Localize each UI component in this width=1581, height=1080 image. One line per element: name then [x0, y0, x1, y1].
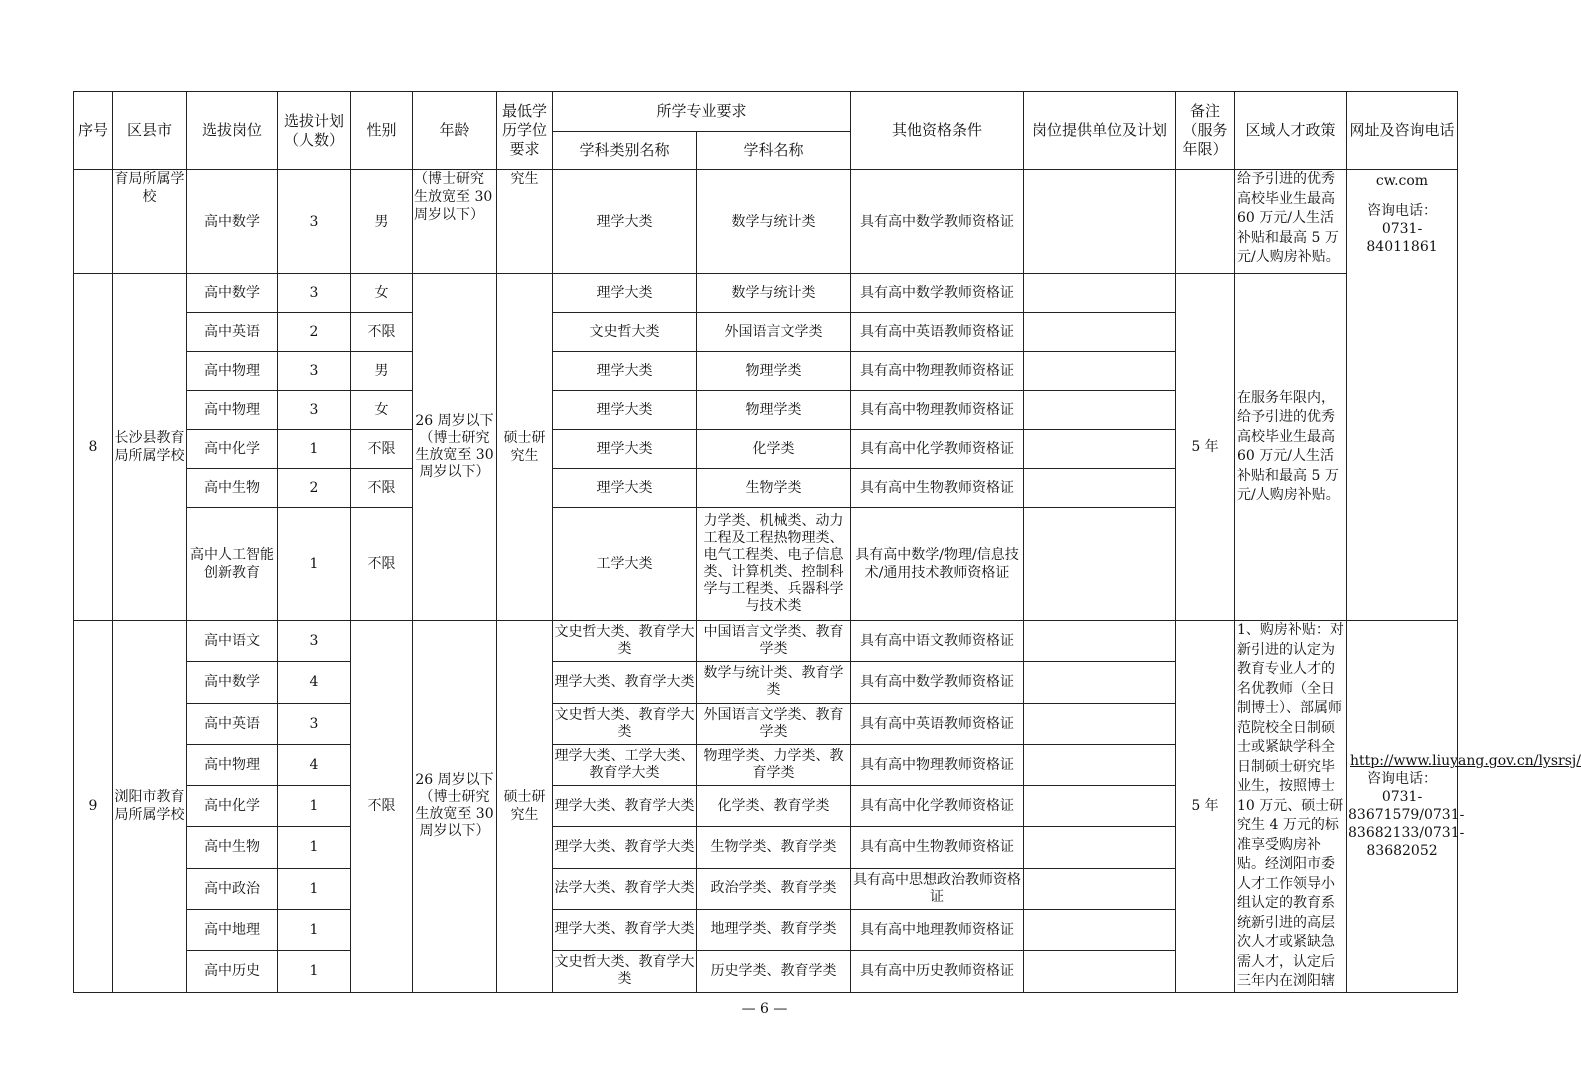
contact-label: 咨询电话：	[1367, 203, 1438, 219]
post-cell: 高中历史	[187, 951, 278, 992]
major-cell: 物理学类、力学类、教育学类	[697, 744, 851, 785]
remark-cell	[1176, 170, 1235, 274]
category-cell: 文史哲大类、教育学大类	[553, 951, 697, 992]
unit-cell	[1024, 313, 1176, 352]
other-cell: 具有高中数学教师资格证	[851, 170, 1024, 274]
page-number: — 6 —	[741, 1001, 788, 1017]
g9-age-cell: 26 周岁以下（博士研究生放宽至 30 周岁以下）	[413, 621, 497, 993]
unit-cell	[1024, 352, 1176, 391]
gender-cell: 男	[351, 352, 413, 391]
category-cell: 工学大类	[553, 508, 697, 621]
other-cell: 具有高中数学教师资格证	[851, 662, 1024, 703]
header-edu: 最低学历学位要求	[497, 92, 553, 170]
major-cell: 化学类	[697, 430, 851, 469]
other-cell: 具有高中语文教师资格证	[851, 621, 1024, 662]
g8-district-cell: 长沙县教育局所属学校	[113, 274, 187, 621]
major-cell: 数学与统计类	[697, 170, 851, 274]
g8-age-cell: 26 周岁以下（博士研究生放宽至 30 周岁以下）	[413, 274, 497, 621]
cont-age-cell: （博士研究生放宽至 30 周岁以下）	[413, 170, 497, 274]
g9-remark-cell: 5 年	[1176, 621, 1235, 993]
cont-district-cell: 育局所属学校	[113, 170, 187, 274]
contact-phones: 0731-83671579/0731-83682133/0731-83682052	[1348, 789, 1465, 860]
category-cell: 理学大类、教育学大类	[553, 662, 697, 703]
gender-cell: 不限	[351, 469, 413, 508]
post-cell: 高中物理	[187, 391, 278, 430]
major-cell: 生物学类	[697, 469, 851, 508]
category-cell: 理学大类、教育学大类	[553, 909, 697, 950]
plan-cell: 3	[278, 621, 351, 662]
gender-cell: 男	[351, 170, 413, 274]
g9-seq-cell: 9	[74, 621, 113, 993]
major-cell: 生物学类、教育学类	[697, 827, 851, 868]
plan-cell: 1	[278, 508, 351, 621]
recruitment-table	[73, 91, 1581, 993]
plan-cell: 4	[278, 744, 351, 785]
header-district: 区县市	[113, 92, 187, 170]
plan-cell: 2	[278, 313, 351, 352]
major-cell: 物理学类	[697, 391, 851, 430]
post-cell: 高中地理	[187, 909, 278, 950]
header-seq: 序号	[74, 92, 113, 170]
post-cell: 高中数学	[187, 662, 278, 703]
post-cell: 高中化学	[187, 430, 278, 469]
major-cell: 政治学类、教育学类	[697, 868, 851, 909]
plan-cell: 3	[278, 391, 351, 430]
post-cell: 高中数学	[187, 170, 278, 274]
table-row	[74, 170, 1458, 274]
unit-cell	[1024, 621, 1176, 662]
category-cell: 理学大类、工学大类、教育学大类	[553, 744, 697, 785]
category-cell: 理学大类	[553, 391, 697, 430]
major-cell: 物理学类	[697, 352, 851, 391]
other-cell: 具有高中历史教师资格证	[851, 951, 1024, 992]
header-contact: 网址及咨询电话	[1347, 92, 1458, 170]
unit-cell	[1024, 951, 1176, 992]
plan-cell: 2	[278, 469, 351, 508]
plan-cell: 1	[278, 868, 351, 909]
g9-edu-cell: 硕士研究生	[497, 621, 553, 993]
unit-cell	[1024, 170, 1176, 274]
other-cell: 具有高中化学教师资格证	[851, 786, 1024, 827]
plan-cell: 1	[278, 951, 351, 992]
post-cell: 高中人工智能创新教育	[187, 508, 278, 621]
header-unit: 岗位提供单位及计划	[1024, 92, 1176, 170]
header-major-name: 学科名称	[697, 132, 851, 170]
major-cell: 化学类、教育学类	[697, 786, 851, 827]
major-cell: 外国语言文学类	[697, 313, 851, 352]
major-cell: 力学类、机械类、动力工程及工程热物理类、电气工程类、电子信息类、计算机类、控制科学与工程类、兵器科学与技术类	[697, 508, 851, 621]
major-cell: 中国语言文学类、教育学类	[697, 621, 851, 662]
other-cell: 具有高中物理教师资格证	[851, 352, 1024, 391]
contact-url: cw.com	[1375, 173, 1429, 189]
g8-seq-cell: 8	[74, 274, 113, 621]
header-major-group: 所学专业要求	[553, 92, 851, 132]
unit-cell	[1024, 662, 1176, 703]
other-cell: 具有高中英语教师资格证	[851, 313, 1024, 352]
category-cell: 理学大类	[553, 430, 697, 469]
plan-cell: 3	[278, 274, 351, 313]
header-remark: 备注（服务年限）	[1176, 92, 1235, 170]
unit-cell	[1024, 274, 1176, 313]
table-row	[74, 621, 1458, 662]
other-cell: 具有高中生物教师资格证	[851, 827, 1024, 868]
gender-cell: 不限	[351, 508, 413, 621]
other-cell: 具有高中思想政治教师资格证	[851, 868, 1024, 909]
post-cell: 高中生物	[187, 469, 278, 508]
g9-district-cell: 浏阳市教育局所属学校	[113, 621, 187, 993]
other-cell: 具有高中生物教师资格证	[851, 469, 1024, 508]
major-cell: 数学与统计类	[697, 274, 851, 313]
contact-url-link[interactable]: http://www.liuyang.gov.cn/lysrsj/	[1350, 753, 1581, 770]
unit-cell	[1024, 391, 1176, 430]
post-cell: 高中物理	[187, 352, 278, 391]
unit-cell	[1024, 786, 1176, 827]
g9-policy-cell: 1、购房补贴：对新引进的认定为教育专业人才的名优教师（全日制博士）、部属师范院校全日制硕士或紧缺学科全日制硕士研究毕业生，按照博士 10 万元、硕士研究生 4 万元的标准享受购房补贴。经浏阳市委人才工作领导小组认定的教育系统新引进的高层次人才或紧缺急需人才，认定后三年内在浏阳辖	[1235, 621, 1347, 993]
major-cell: 地理学类、教育学类	[697, 909, 851, 950]
category-cell: 理学大类	[553, 469, 697, 508]
cont-edu-cell: 究生	[497, 170, 553, 274]
header-policy: 区域人才政策	[1235, 92, 1347, 170]
contact-phone: 0731-84011861	[1366, 221, 1438, 255]
cont-policy-cell: 给予引进的优秀高校毕业生最高 60 万元/人生活补贴和最高 5 万元/人购房补贴。	[1235, 170, 1347, 274]
g8-edu-cell: 硕士研究生	[497, 274, 553, 621]
g9-contact-cell	[1347, 621, 1581, 993]
category-cell: 理学大类、教育学大类	[553, 827, 697, 868]
header-row	[74, 92, 1458, 132]
cont-contact-cell	[1347, 170, 1458, 621]
post-cell: 高中生物	[187, 827, 278, 868]
g8-policy-cell: 在服务年限内，给予引进的优秀高校毕业生最高 60 万元/人生活补贴和最高 5 万元/人购房补贴。	[1235, 274, 1347, 621]
g9-gender-cell: 不限	[351, 621, 413, 993]
category-cell: 文史哲大类、教育学大类	[553, 621, 697, 662]
plan-cell: 1	[278, 786, 351, 827]
post-cell: 高中物理	[187, 744, 278, 785]
table-row	[74, 274, 1458, 313]
header-post: 选拔岗位	[187, 92, 278, 170]
other-cell: 具有高中物理教师资格证	[851, 744, 1024, 785]
category-cell: 文史哲大类	[553, 313, 697, 352]
post-cell: 高中英语	[187, 703, 278, 744]
major-cell: 数学与统计类、教育学类	[697, 662, 851, 703]
header-age: 年龄	[413, 92, 497, 170]
plan-cell: 3	[278, 703, 351, 744]
header-major-category: 学科类别名称	[553, 132, 697, 170]
unit-cell	[1024, 508, 1176, 621]
other-cell: 具有高中地理教师资格证	[851, 909, 1024, 950]
category-cell: 法学大类、教育学大类	[553, 868, 697, 909]
unit-cell	[1024, 430, 1176, 469]
plan-cell: 3	[278, 352, 351, 391]
post-cell: 高中化学	[187, 786, 278, 827]
unit-cell	[1024, 868, 1176, 909]
other-cell: 具有高中化学教师资格证	[851, 430, 1024, 469]
other-cell: 具有高中物理教师资格证	[851, 391, 1024, 430]
gender-cell: 不限	[351, 313, 413, 352]
gender-cell: 不限	[351, 430, 413, 469]
category-cell: 理学大类、教育学大类	[553, 786, 697, 827]
header-other: 其他资格条件	[851, 92, 1024, 170]
plan-cell: 1	[278, 430, 351, 469]
other-cell: 具有高中数学教师资格证	[851, 274, 1024, 313]
category-cell: 理学大类	[553, 170, 697, 274]
plan-cell: 4	[278, 662, 351, 703]
g8-remark-cell: 5 年	[1176, 274, 1235, 621]
post-cell: 高中英语	[187, 313, 278, 352]
unit-cell	[1024, 827, 1176, 868]
post-cell: 高中数学	[187, 274, 278, 313]
header-plan: 选拔计划（人数）	[278, 92, 351, 170]
other-cell: 具有高中数学/物理/信息技术/通用技术教师资格证	[851, 508, 1024, 621]
unit-cell	[1024, 703, 1176, 744]
unit-cell	[1024, 469, 1176, 508]
contact-label: 咨询电话：	[1367, 771, 1438, 788]
plan-cell: 3	[278, 170, 351, 274]
gender-cell: 女	[351, 274, 413, 313]
gender-cell: 女	[351, 391, 413, 430]
category-cell: 理学大类	[553, 274, 697, 313]
plan-cell: 1	[278, 909, 351, 950]
plan-cell: 1	[278, 827, 351, 868]
post-cell: 高中语文	[187, 621, 278, 662]
unit-cell	[1024, 744, 1176, 785]
header-gender: 性别	[351, 92, 413, 170]
cont-seq-cell	[74, 170, 113, 274]
category-cell: 理学大类	[553, 352, 697, 391]
major-cell: 外国语言文学类、教育学类	[697, 703, 851, 744]
post-cell: 高中政治	[187, 868, 278, 909]
major-cell: 历史学类、教育学类	[697, 951, 851, 992]
unit-cell	[1024, 909, 1176, 950]
category-cell: 文史哲大类、教育学大类	[553, 703, 697, 744]
other-cell: 具有高中英语教师资格证	[851, 703, 1024, 744]
